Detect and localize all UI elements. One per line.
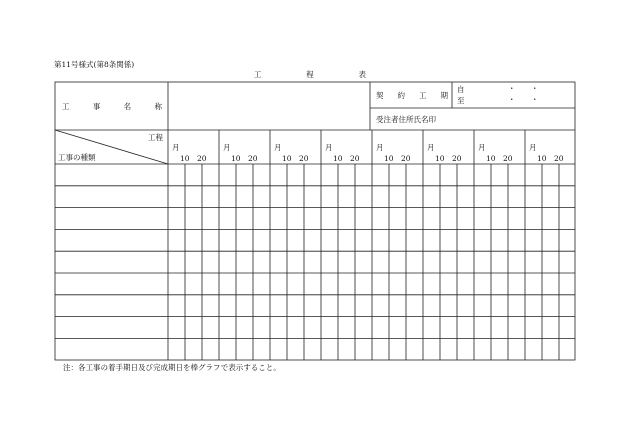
- from-date-separator-1: ・: [508, 84, 516, 93]
- day-10-label: 10: [384, 154, 394, 163]
- month-label: 月: [478, 143, 486, 152]
- day-10-label: 10: [180, 154, 190, 163]
- to-date-separator-2: ・: [531, 95, 539, 104]
- day-20-label: 20: [503, 154, 513, 163]
- title-char: 工: [254, 70, 262, 79]
- contract-period-label-char: 約: [397, 91, 405, 100]
- day-20-label: 20: [197, 154, 207, 163]
- process-label: 工程: [148, 133, 163, 142]
- month-label: 月: [223, 143, 231, 152]
- project-name-label-char: 工: [62, 102, 70, 111]
- contract-period-label-char: 契: [376, 91, 384, 100]
- contract-period-label-char: 工: [419, 91, 427, 100]
- day-20-label: 20: [554, 154, 564, 163]
- month-label: 月: [376, 143, 384, 152]
- day-10-label: 10: [435, 154, 445, 163]
- title-char: 表: [358, 70, 366, 79]
- month-label: 月: [274, 143, 282, 152]
- title-char: 程: [306, 70, 314, 79]
- from-date-separator-2: ・: [531, 84, 539, 93]
- work-type-label: 工事の種類: [58, 153, 96, 162]
- to-date-separator-1: ・: [508, 95, 516, 104]
- day-20-label: 20: [248, 154, 258, 163]
- day-10-label: 10: [333, 154, 343, 163]
- form-number-heading: 第11号様式(第8条関係): [54, 60, 135, 69]
- from-label: 自: [457, 85, 465, 94]
- day-20-label: 20: [350, 154, 360, 163]
- day-10-label: 10: [537, 154, 547, 163]
- day-10-label: 10: [486, 154, 496, 163]
- day-20-label: 20: [299, 154, 309, 163]
- day-10-label: 10: [282, 154, 292, 163]
- contract-period-label-char: 期: [440, 91, 448, 100]
- day-20-label: 20: [401, 154, 411, 163]
- month-label: 月: [529, 143, 537, 152]
- month-label: 月: [172, 143, 180, 152]
- to-label: 至: [457, 96, 465, 105]
- day-20-label: 20: [452, 154, 462, 163]
- day-10-label: 10: [231, 154, 241, 163]
- project-name-label-char: 事: [92, 102, 101, 111]
- month-label: 月: [325, 143, 333, 152]
- contractor-label: 受注者住所氏名印: [376, 115, 436, 124]
- footnote: 注：各工事の着手期日及び完成期日を棒グラフで表示すること。: [63, 363, 281, 372]
- contract-period-label: [376, 91, 448, 100]
- project-name-label-char: 称: [154, 102, 162, 111]
- project-name-label: [62, 102, 162, 111]
- project-name-label-char: 名: [123, 102, 132, 111]
- month-label: 月: [427, 143, 435, 152]
